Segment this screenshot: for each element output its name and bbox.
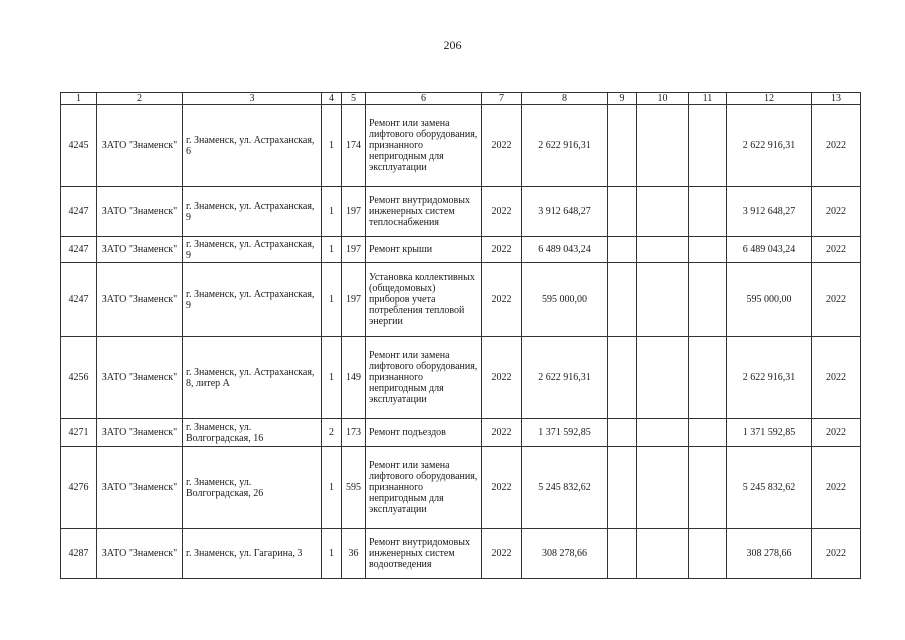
total-cell: 6 489 043,24 xyxy=(727,237,812,263)
object-id-cell: 4245 xyxy=(61,105,97,187)
table-row xyxy=(61,337,861,419)
col4-cell: 1 xyxy=(322,237,342,263)
object-id-cell: 4247 xyxy=(61,187,97,237)
col9-cell xyxy=(608,187,637,237)
end-year-cell: 2022 xyxy=(812,419,861,447)
object-id-cell: 4247 xyxy=(61,263,97,337)
col10-cell xyxy=(637,337,689,419)
col9-cell xyxy=(608,529,637,579)
column-number: 3 xyxy=(183,93,322,105)
total-cell: 1 371 592,85 xyxy=(727,419,812,447)
municipality-cell: ЗАТО "Знаменск" xyxy=(97,529,183,579)
cost-cell: 595 000,00 xyxy=(522,263,608,337)
year-cell: 2022 xyxy=(482,187,522,237)
col10-cell xyxy=(637,105,689,187)
total-cell: 2 622 916,31 xyxy=(727,337,812,419)
col10-cell xyxy=(637,237,689,263)
cost-cell: 5 245 832,62 xyxy=(522,447,608,529)
cost-cell: 6 489 043,24 xyxy=(522,237,608,263)
col10-cell xyxy=(637,187,689,237)
col5-cell: 197 xyxy=(342,187,366,237)
year-cell: 2022 xyxy=(482,263,522,337)
col11-cell xyxy=(689,187,727,237)
address-cell: г. Знаменск, ул. Астраханская, 8, литер А xyxy=(183,337,322,419)
year-cell: 2022 xyxy=(482,337,522,419)
object-id-cell: 4271 xyxy=(61,419,97,447)
year-cell: 2022 xyxy=(482,419,522,447)
object-id-cell: 4287 xyxy=(61,529,97,579)
work-type-cell: Ремонт или замена лифтового оборудования, признанного непригодным для эксплуатации xyxy=(366,105,482,187)
col4-cell: 2 xyxy=(322,419,342,447)
column-number: 6 xyxy=(366,93,482,105)
municipality-cell: ЗАТО "Знаменск" xyxy=(97,447,183,529)
repair-program-table xyxy=(60,92,861,579)
work-type-cell: Установка коллективных (общедомовых) приборов учета потребления тепловой энергии xyxy=(366,263,482,337)
col5-cell: 173 xyxy=(342,419,366,447)
object-id-cell: 4247 xyxy=(61,237,97,263)
col9-cell xyxy=(608,105,637,187)
column-number: 11 xyxy=(689,93,727,105)
work-type-cell: Ремонт внутридомовых инженерных систем водоотведения xyxy=(366,529,482,579)
col5-cell: 36 xyxy=(342,529,366,579)
year-cell: 2022 xyxy=(482,105,522,187)
end-year-cell: 2022 xyxy=(812,337,861,419)
address-cell: г. Знаменск, ул. Волгоградская, 16 xyxy=(183,419,322,447)
end-year-cell: 2022 xyxy=(812,447,861,529)
address-cell: г. Знаменск, ул. Волгоградская, 26 xyxy=(183,447,322,529)
address-cell: г. Знаменск, ул. Астраханская, 9 xyxy=(183,237,322,263)
municipality-cell: ЗАТО "Знаменск" xyxy=(97,263,183,337)
table-row xyxy=(61,447,861,529)
end-year-cell: 2022 xyxy=(812,237,861,263)
work-type-cell: Ремонт или замена лифтового оборудования, признанного непригодным для эксплуатации xyxy=(366,337,482,419)
col5-cell: 197 xyxy=(342,237,366,263)
work-type-cell: Ремонт крыши xyxy=(366,237,482,263)
cost-cell: 308 278,66 xyxy=(522,529,608,579)
table-row xyxy=(61,187,861,237)
table-row xyxy=(61,237,861,263)
column-number: 10 xyxy=(637,93,689,105)
end-year-cell: 2022 xyxy=(812,187,861,237)
col4-cell: 1 xyxy=(322,337,342,419)
end-year-cell: 2022 xyxy=(812,263,861,337)
table-row xyxy=(61,529,861,579)
col9-cell xyxy=(608,337,637,419)
total-cell: 5 245 832,62 xyxy=(727,447,812,529)
col4-cell: 1 xyxy=(322,105,342,187)
municipality-cell: ЗАТО "Знаменск" xyxy=(97,187,183,237)
col11-cell xyxy=(689,237,727,263)
municipality-cell: ЗАТО "Знаменск" xyxy=(97,419,183,447)
column-number-row xyxy=(61,93,861,105)
table-row xyxy=(61,419,861,447)
table-row xyxy=(61,105,861,187)
end-year-cell: 2022 xyxy=(812,529,861,579)
total-cell: 308 278,66 xyxy=(727,529,812,579)
municipality-cell: ЗАТО "Знаменск" xyxy=(97,237,183,263)
work-type-cell: Ремонт подъездов xyxy=(366,419,482,447)
column-number: 13 xyxy=(812,93,861,105)
col5-cell: 595 xyxy=(342,447,366,529)
address-cell: г. Знаменск, ул. Астраханская, 9 xyxy=(183,187,322,237)
col10-cell xyxy=(637,419,689,447)
col11-cell xyxy=(689,529,727,579)
municipality-cell: ЗАТО "Знаменск" xyxy=(97,105,183,187)
column-number: 12 xyxy=(727,93,812,105)
col9-cell xyxy=(608,237,637,263)
col4-cell: 1 xyxy=(322,187,342,237)
col11-cell xyxy=(689,337,727,419)
column-number: 8 xyxy=(522,93,608,105)
col11-cell xyxy=(689,105,727,187)
col5-cell: 174 xyxy=(342,105,366,187)
address-cell: г. Знаменск, ул. Астраханская, 9 xyxy=(183,263,322,337)
cost-cell: 1 371 592,85 xyxy=(522,419,608,447)
year-cell: 2022 xyxy=(482,447,522,529)
col11-cell xyxy=(689,263,727,337)
col9-cell xyxy=(608,447,637,529)
column-number: 2 xyxy=(97,93,183,105)
col4-cell: 1 xyxy=(322,263,342,337)
year-cell: 2022 xyxy=(482,237,522,263)
address-cell: г. Знаменск, ул. Астраханская, 6 xyxy=(183,105,322,187)
object-id-cell: 4276 xyxy=(61,447,97,529)
column-number: 1 xyxy=(61,93,97,105)
total-cell: 595 000,00 xyxy=(727,263,812,337)
col9-cell xyxy=(608,419,637,447)
col5-cell: 197 xyxy=(342,263,366,337)
col4-cell: 1 xyxy=(322,447,342,529)
cost-cell: 2 622 916,31 xyxy=(522,337,608,419)
page-number: 206 xyxy=(443,38,462,52)
col9-cell xyxy=(608,263,637,337)
col4-cell: 1 xyxy=(322,529,342,579)
year-cell: 2022 xyxy=(482,529,522,579)
object-id-cell: 4256 xyxy=(61,337,97,419)
work-type-cell: Ремонт внутридомовых инженерных систем теплоснабжения xyxy=(366,187,482,237)
col11-cell xyxy=(689,419,727,447)
municipality-cell: ЗАТО "Знаменск" xyxy=(97,337,183,419)
total-cell: 2 622 916,31 xyxy=(727,105,812,187)
column-number: 9 xyxy=(608,93,637,105)
cost-cell: 3 912 648,27 xyxy=(522,187,608,237)
col5-cell: 149 xyxy=(342,337,366,419)
col10-cell xyxy=(637,529,689,579)
end-year-cell: 2022 xyxy=(812,105,861,187)
column-number: 4 xyxy=(322,93,342,105)
cost-cell: 2 622 916,31 xyxy=(522,105,608,187)
column-number: 5 xyxy=(342,93,366,105)
address-cell: г. Знаменск, ул. Гагарина, 3 xyxy=(183,529,322,579)
column-number: 7 xyxy=(482,93,522,105)
col11-cell xyxy=(689,447,727,529)
col10-cell xyxy=(637,447,689,529)
table-row xyxy=(61,263,861,337)
work-type-cell: Ремонт или замена лифтового оборудования, признанного непригодным для эксплуатации xyxy=(366,447,482,529)
col10-cell xyxy=(637,263,689,337)
total-cell: 3 912 648,27 xyxy=(727,187,812,237)
